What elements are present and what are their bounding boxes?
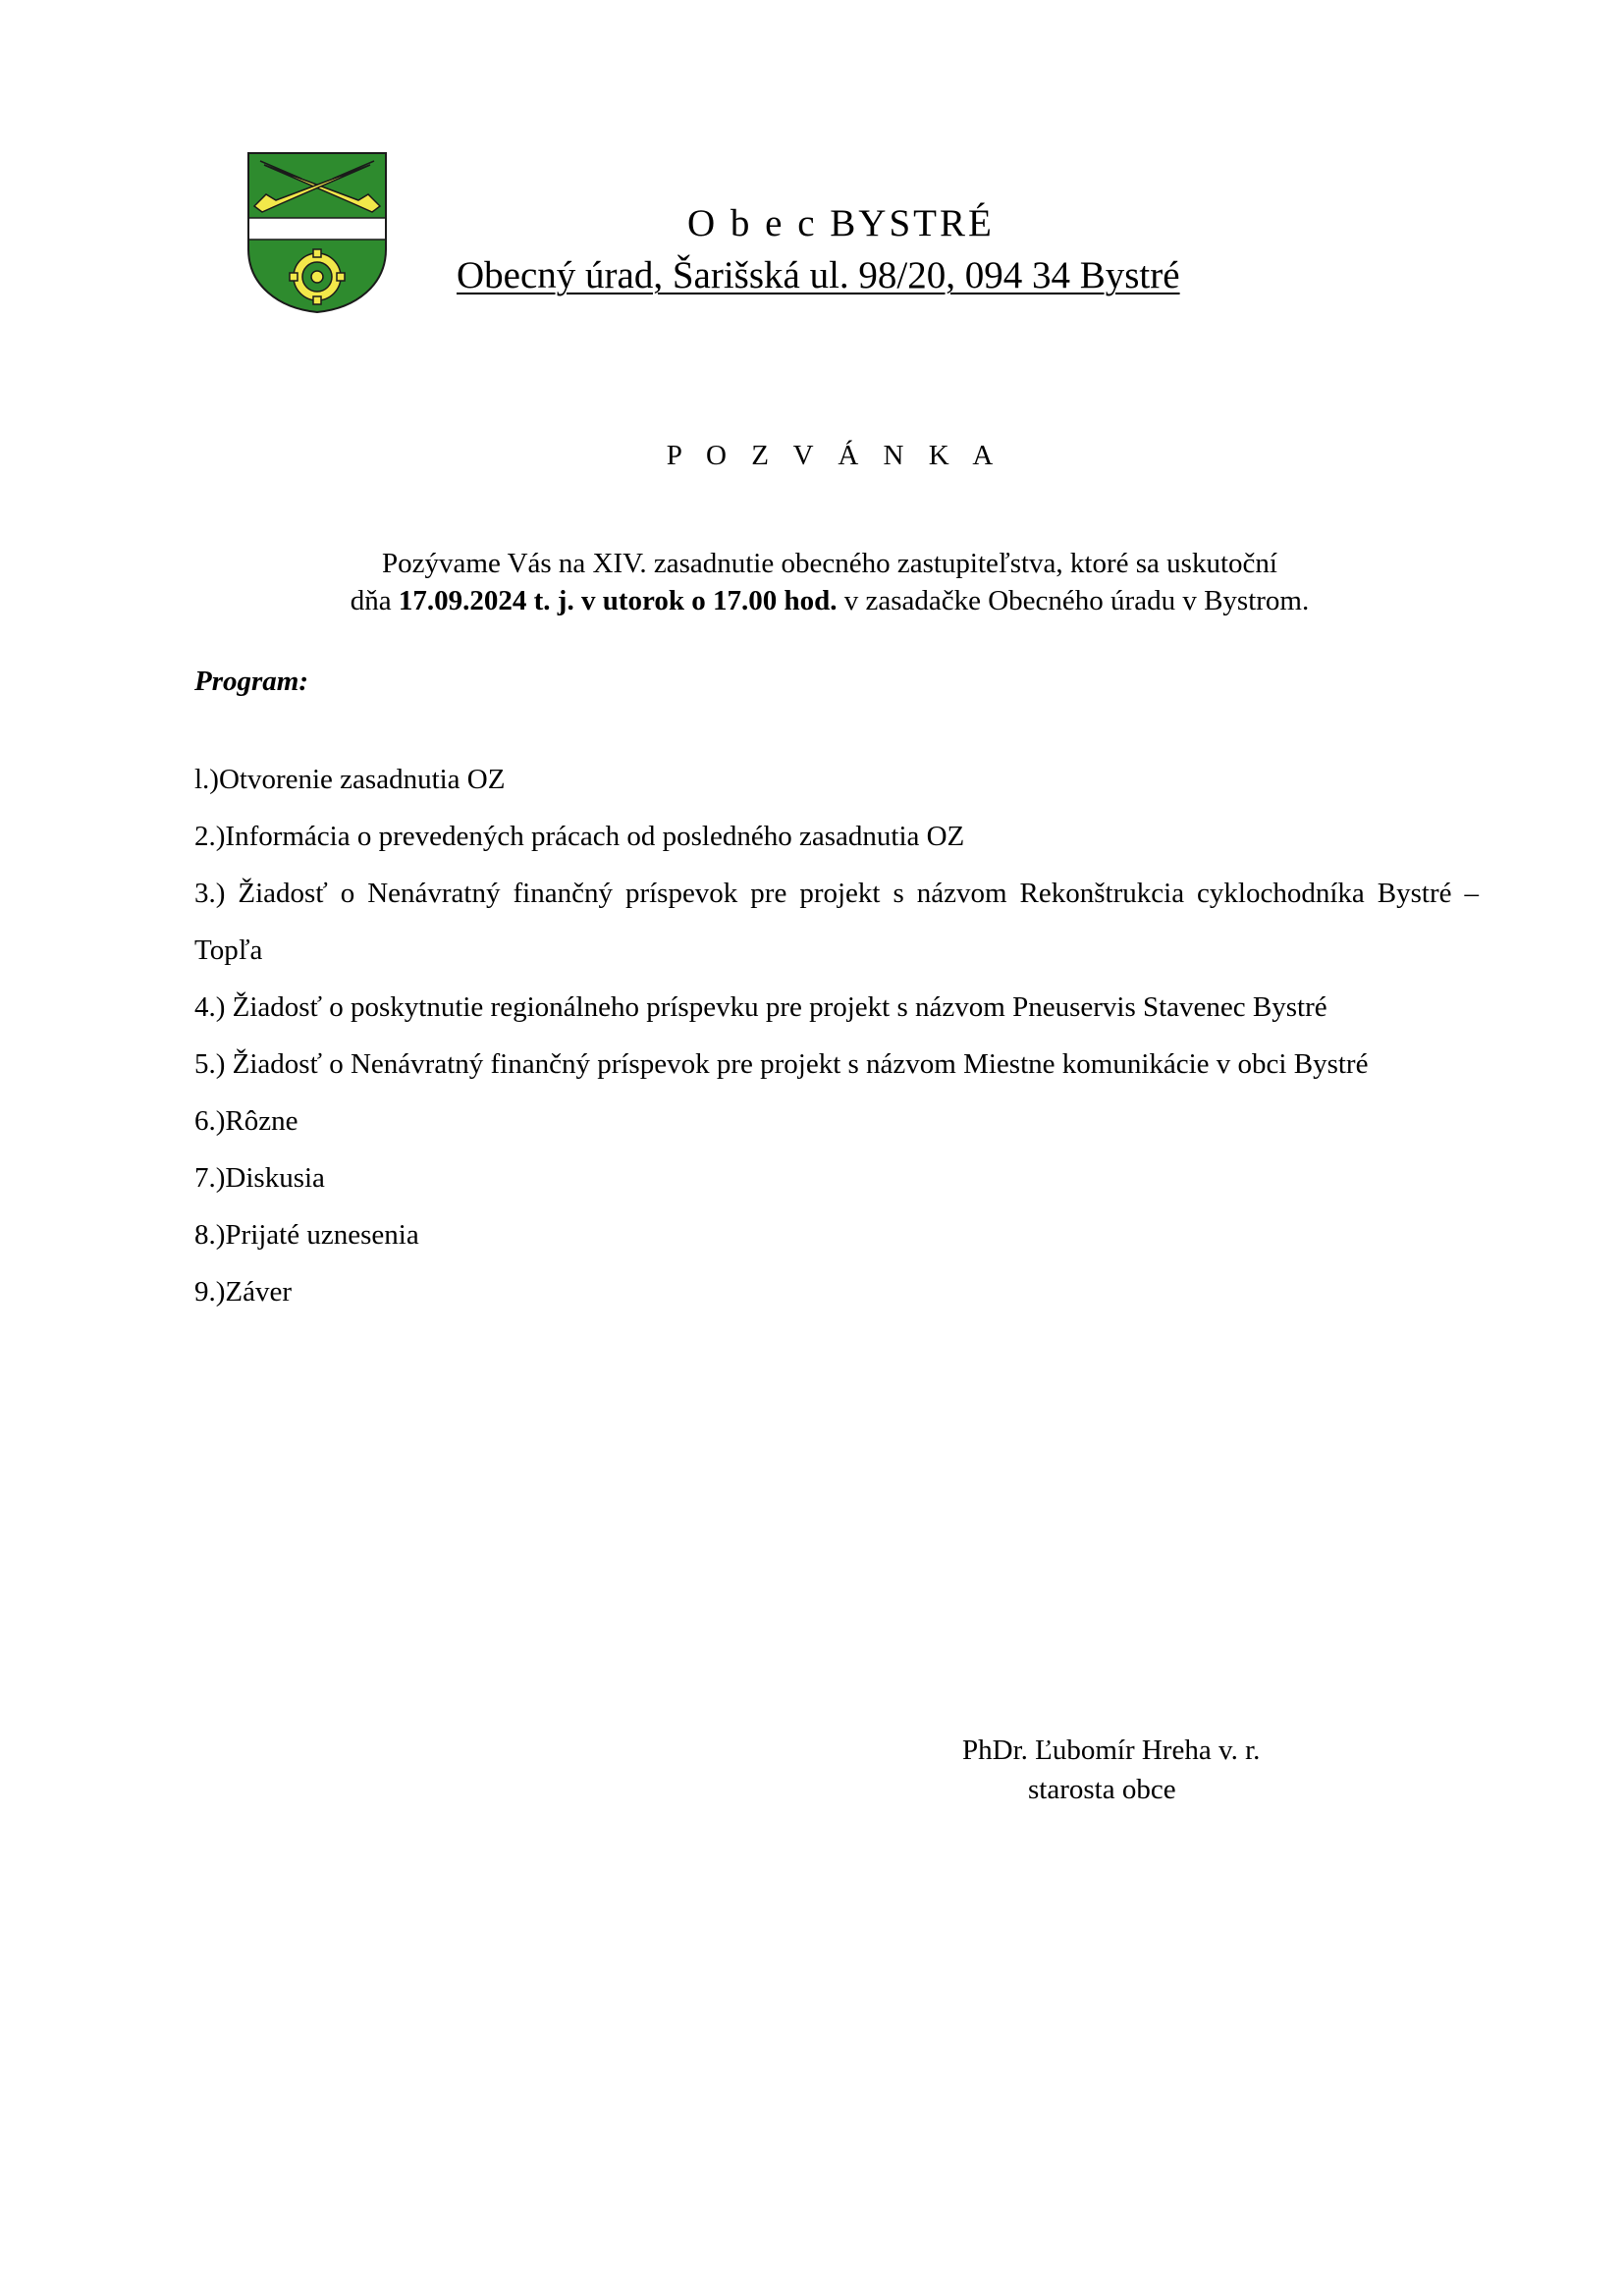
municipal-coat-of-arms [243, 147, 392, 316]
intro-line-2-suffix: v zasadačke Obecného úradu v Bystrom. [837, 585, 1310, 616]
intro-line-2-prefix: dňa [350, 585, 399, 616]
office-address: Obecný úrad, Šarišská ul. 98/20, 094 34 Bystré [457, 254, 1180, 296]
program-list [194, 751, 1479, 1320]
invitation-intro [196, 545, 1463, 619]
program-item: 5.) Žiadosť o Nenávratný finančný príspevok pre projekt s názvom Miestne komunikácie v obci Bystré [194, 1048, 1369, 1080]
program-item: 7.)Diskusia [194, 1162, 325, 1194]
program-item: 2.)Informácia o prevedených prácach od posledného zasadnutia OZ [194, 821, 965, 852]
program-heading: Program: [194, 666, 308, 697]
document-title: P O Z V Á N K A [666, 440, 1002, 471]
program-item: 3.) Žiadosť o Nenávratný finančný príspevok pre projekt s názvom Rekonštrukcia cyklochodníka Bystré – Topľa [194, 878, 1479, 966]
signature-block [962, 1731, 1260, 1809]
signatory-role: starosta obce [1028, 1774, 1176, 1805]
intro-line-1: Pozývame Vás na XIV. zasadnutie obecného zastupiteľstva, ktoré sa uskutoční [382, 548, 1277, 579]
program-item: 4.) Žiadosť o poskytnutie regionálneho príspevku pre projekt s názvom Pneuservis Stavenec Bystré [194, 991, 1327, 1023]
program-item: l.)Otvorenie zasadnutia OZ [194, 764, 506, 795]
program-item: 8.)Prijaté uznesenia [194, 1219, 419, 1251]
municipality-name: O b e c BYSTRÉ [687, 202, 995, 244]
meeting-date-time: 17.09.2024 t. j. v utorok o 17.00 hod. [398, 585, 838, 616]
program-item: 9.)Záver [194, 1276, 293, 1308]
intro-line-2 [196, 582, 1463, 619]
signatory-name: PhDr. Ľubomír Hreha v. r. [962, 1735, 1261, 1766]
program-item: 6.)Rôzne [194, 1105, 298, 1137]
